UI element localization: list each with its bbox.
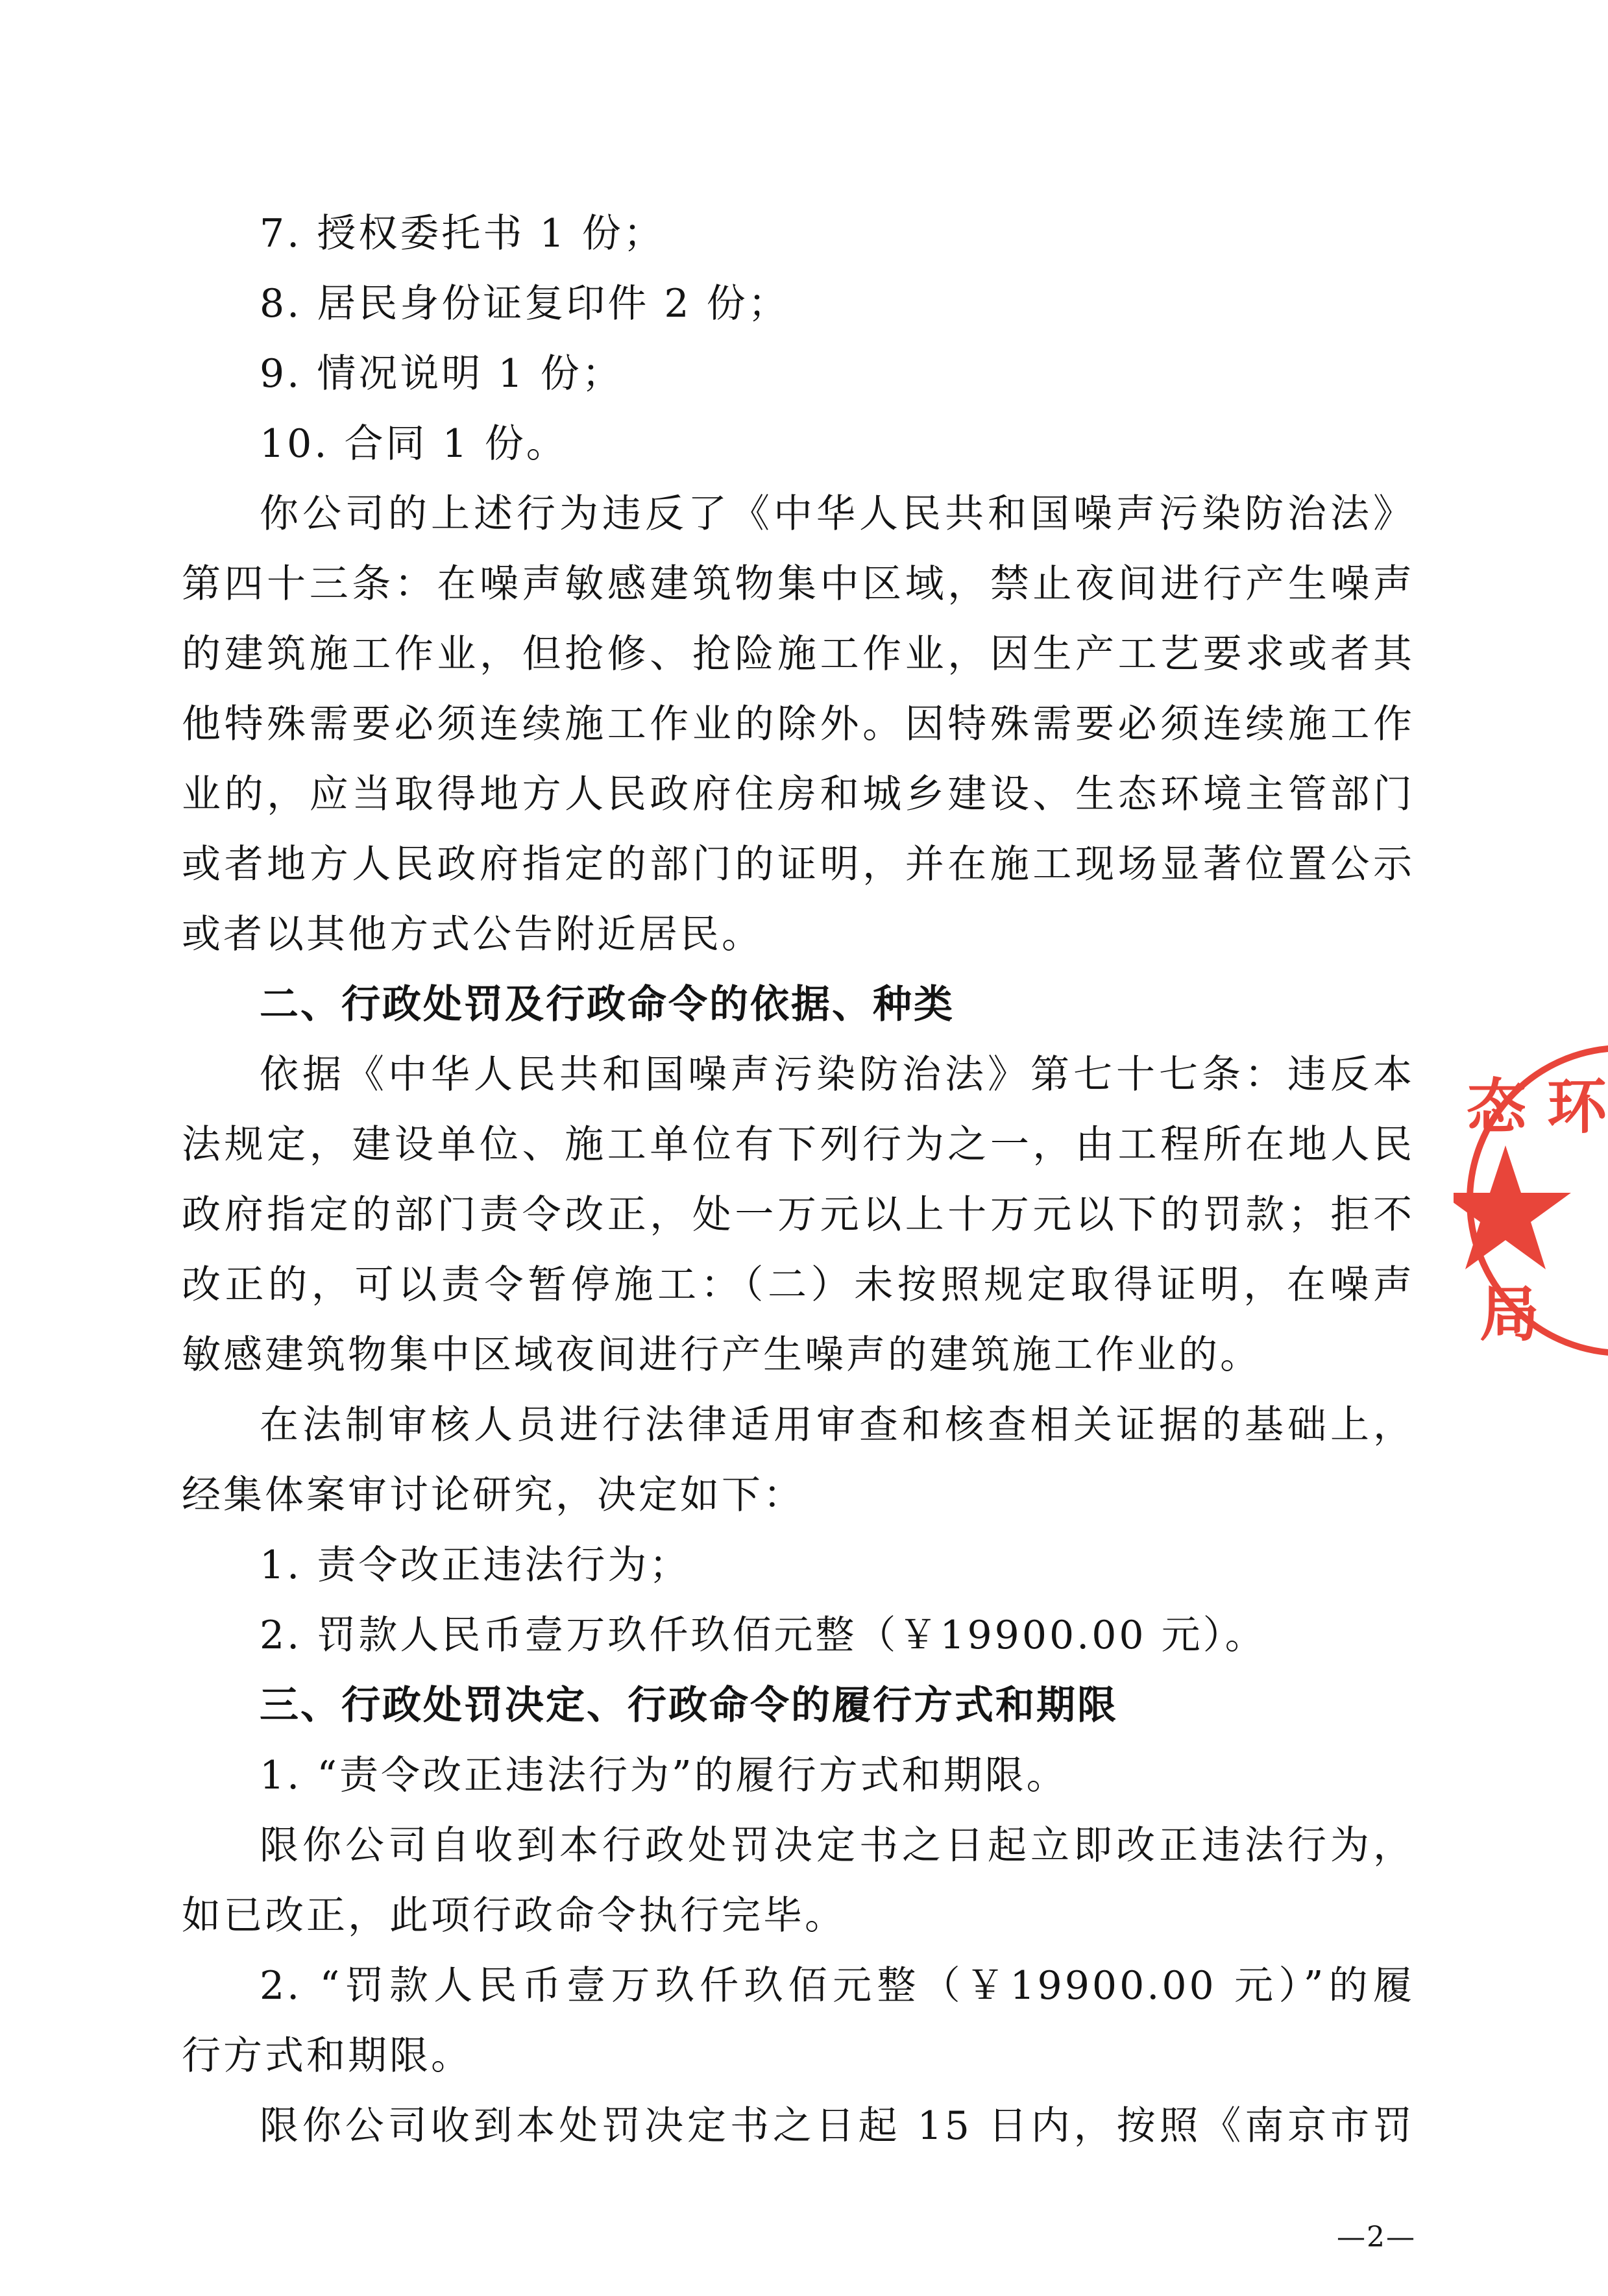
attachment-item-8: 8. 居民身份证复印件 2 份； — [260, 281, 790, 326]
fulfillment-item-2-title: 2. “罚款人民币壹万玖仟玖佰元整（￥19900.00 元）”的履 — [260, 1963, 1415, 2009]
violation-paragraph-line: 第四十三条：在噪声敏感建筑物集中区域，禁止夜间进行产生噪声 — [182, 561, 1415, 607]
decision-item-2: 2. 罚款人民币壹万玖仟玖佰元整（￥19900.00 元）。 — [260, 1613, 1267, 1658]
official-seal — [1454, 1025, 1608, 1376]
legal-basis-line: 法规定，建设单位、施工单位有下列行为之一，由工程所在地人民 — [182, 1122, 1415, 1167]
section-heading-2: 二、行政处罚及行政命令的依据、种类 — [260, 982, 955, 1027]
decision-item-1: 1. 责令改正违法行为； — [260, 1543, 691, 1588]
violation-paragraph-line: 的建筑施工作业，但抢修、抢险施工作业，因生产工艺要求或者其 — [182, 631, 1415, 677]
seal-text-top: 态 环 — [1467, 1072, 1607, 1142]
violation-paragraph-line: 业的，应当取得地方人民政府住房和城乡建设、生态环境主管部门 — [182, 772, 1415, 817]
fulfillment-item-2-title: 行方式和期限。 — [182, 2033, 472, 2079]
legal-basis-line: 政府指定的部门责令改正，处一万元以上十万元以下的罚款；拒不 — [182, 1192, 1415, 1238]
violation-paragraph-line: 他特殊需要必须连续施工作业的除外。因特殊需要必须连续施工作 — [182, 702, 1415, 747]
violation-paragraph-line: 或者以其他方式公告附近居民。 — [182, 912, 763, 957]
decision-intro-line: 在法制审核人员进行法律适用审查和核查相关证据的基础上， — [260, 1402, 1415, 1448]
page-number: —2— — [1337, 2221, 1416, 2254]
attachment-item-10: 10. 合同 1 份。 — [260, 421, 568, 467]
attachment-item-9: 9. 情况说明 1 份； — [260, 351, 624, 397]
violation-paragraph-line: 或者地方人民政府指定的部门的证明，并在施工现场显著位置公示 — [182, 842, 1415, 887]
decision-intro-line: 经集体案审讨论研究，决定如下： — [182, 1472, 805, 1518]
attachment-item-7: 7. 授权委托书 1 份； — [260, 211, 665, 256]
seal-text-bottom: 局 — [1480, 1280, 1540, 1349]
section-heading-3: 三、行政处罚决定、行政命令的履行方式和期限 — [260, 1683, 1118, 1728]
fulfillment-item-1-title: 1. “责令改正违法行为”的履行方式和期限。 — [260, 1753, 1068, 1798]
violation-paragraph-line: 你公司的上述行为违反了《中华人民共和国噪声污染防治法》 — [260, 491, 1415, 537]
fulfillment-item-1-text: 限你公司自收到本行政处罚决定书之日起立即改正违法行为， — [260, 1823, 1415, 1868]
fulfillment-item-2-text: 限你公司收到本处罚决定书之日起 15 日内，按照《南京市罚 — [260, 2103, 1415, 2149]
legal-basis-line: 改正的，可以责令暂停施工：（二）未按照规定取得证明，在噪声 — [182, 1262, 1415, 1308]
legal-basis-line: 依据《中华人民共和国噪声污染防治法》第七十七条：违反本 — [260, 1052, 1415, 1097]
legal-basis-line: 敏感建筑物集中区域夜间进行产生噪声的建筑施工作业的。 — [182, 1332, 1261, 1378]
fulfillment-item-1-text: 如已改正，此项行政命令执行完毕。 — [182, 1893, 846, 1938]
